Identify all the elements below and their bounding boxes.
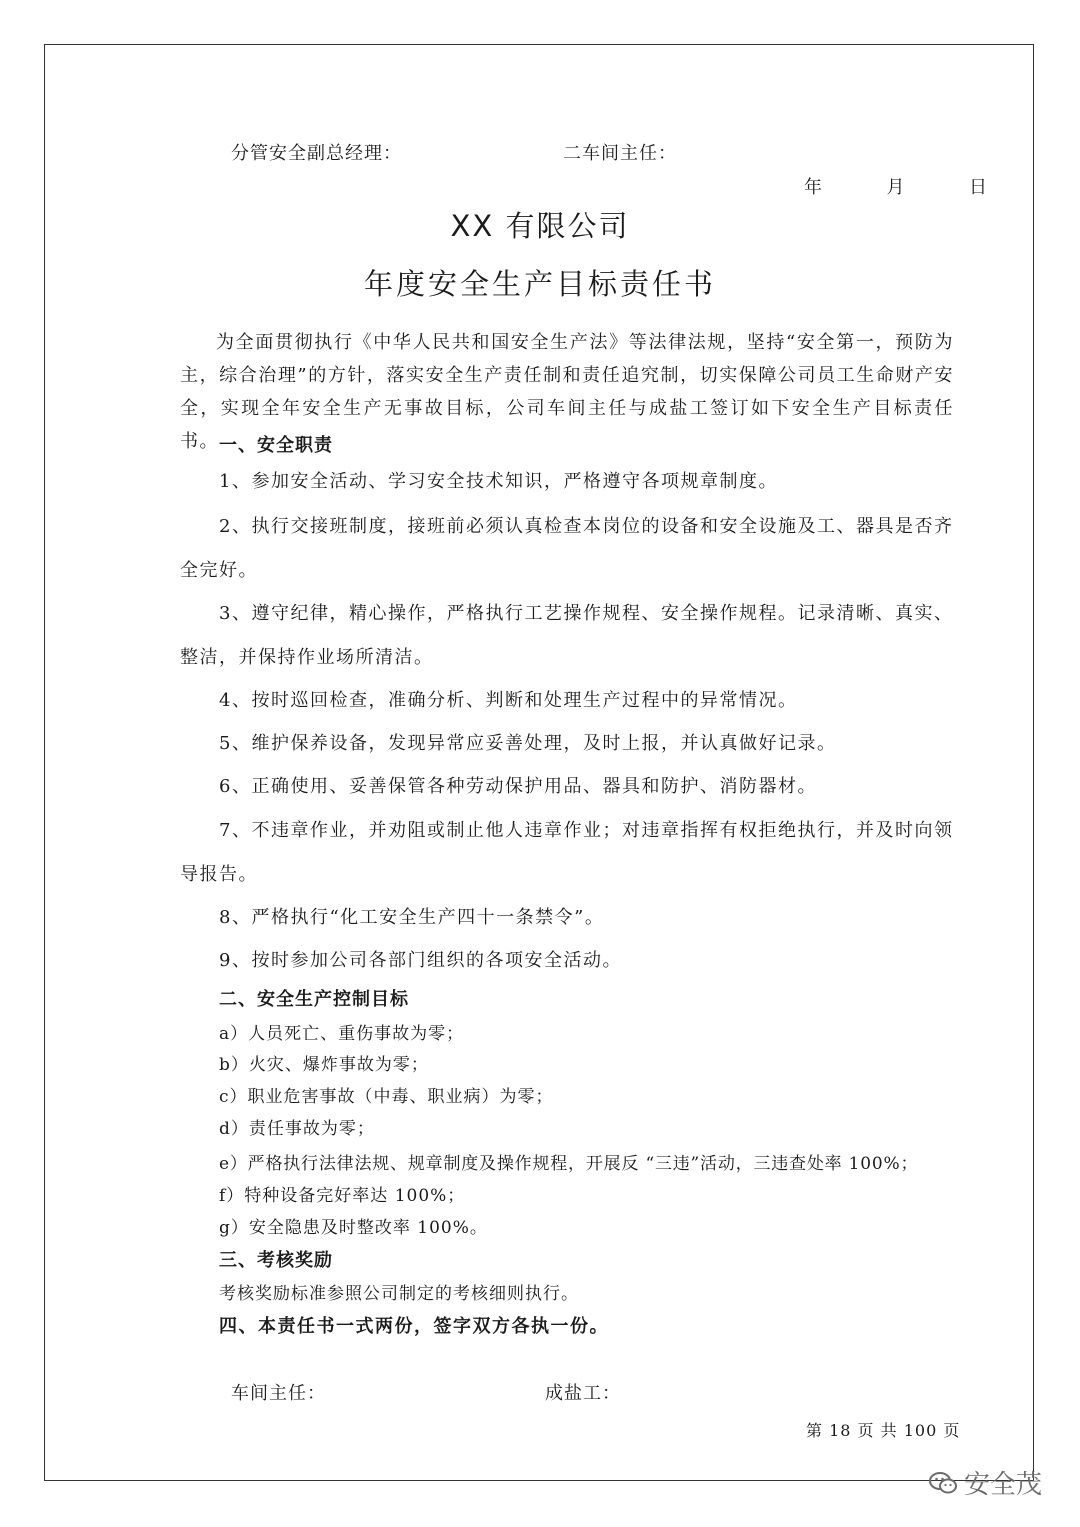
- duty-item: 2、执行交接班制度，接班前必须认真检查本岗位的设备和安全设施及工、器具是否齐全完好。: [180, 516, 954, 581]
- target-item: g）安全隐患及时整改率 100%。: [219, 1218, 488, 1238]
- duty-item: 7、不违章作业，并劝阻或制止他人违章作业；对违章指挥有权拒绝执行，并及时向领导报告。: [180, 820, 954, 885]
- workshop-director-signature-label: 车间主任：: [231, 1383, 326, 1404]
- section-heading-copies: 四、本责任书一式两份，签字双方各执一份。: [219, 1316, 609, 1337]
- target-item: d）责任事故为零；: [219, 1119, 375, 1139]
- vice-gm-signature-label: 分管安全副总经理：: [231, 143, 402, 164]
- duty-item: 5、维护保养设备，发现异常应妥善处理，及时上报，并认真做好记录。: [219, 733, 837, 754]
- document-title: 年度安全生产目标责任书: [363, 267, 716, 301]
- intro-paragraph: 为全面贯彻执行《中华人民共和国安全生产法》等法律法规，坚持“安全第一，预防为主，综合治理”的方针，落实安全生产责任制和责任追究制，切实保障公司员工生命财产安全，实现全年安全生产无事故目标，公司车间主任与成盐工签订如下安全生产目标责任书。: [180, 332, 954, 452]
- target-item: a）人员死亡、重伤事故为零；: [219, 1024, 465, 1044]
- section-heading-targets: 二、安全生产控制目标: [219, 989, 409, 1010]
- wechat-icon: [928, 1470, 958, 1496]
- salt-worker-signature-label: 成盐工：: [545, 1383, 621, 1404]
- date-line: [804, 173, 988, 199]
- section-heading-duties: 一、安全职责: [219, 435, 333, 456]
- duty-item: 9、按时参加公司各部门组织的各项安全活动。: [219, 950, 622, 971]
- duty-item: 4、按时巡回检查，准确分析、判断和处理生产过程中的异常情况。: [219, 690, 798, 711]
- target-item: c）职业危害事故（中毒、职业病）为零；: [219, 1087, 554, 1107]
- target-item: b）火灾、爆炸事故为零；: [219, 1055, 429, 1075]
- reward-text: 考核奖励标准参照公司制定的考核细则执行。: [219, 1284, 579, 1304]
- duty-item: 8、严格执行“化工安全生产四十一条禁令”。: [219, 907, 605, 928]
- workshop2-director-signature-label: 二车间主任：: [563, 143, 677, 164]
- watermark: [928, 1464, 1042, 1501]
- target-item: f）特种设备完好率达 100%；: [219, 1186, 466, 1206]
- company-title: XX 有限公司: [450, 209, 630, 243]
- duty-item: 6、正确使用、妥善保管各种劳动保护用品、器具和防护、消防器材。: [219, 776, 817, 797]
- date-day: 日: [968, 177, 988, 198]
- watermark-text: 安全茂: [964, 1470, 1043, 1500]
- target-item: e）严格执行法律法规、规章制度及操作规程，开展反 “三违”活动，三违查处率 100%；: [219, 1154, 919, 1174]
- date-year: 年: [804, 177, 823, 198]
- date-month: 月: [886, 177, 906, 198]
- duty-item: 1、参加安全活动、学习安全技术知识，严格遵守各项规章制度。: [219, 471, 778, 492]
- duty-item: 3、遵守纪律，精心操作，严格执行工艺操作规程、安全操作规程。记录清晰、真实、整洁，并保持作业场所清洁。: [180, 603, 954, 668]
- page-number: 第 18 页 共 100 页: [806, 1421, 961, 1440]
- section-heading-rewards: 三、考核奖励: [219, 1250, 333, 1271]
